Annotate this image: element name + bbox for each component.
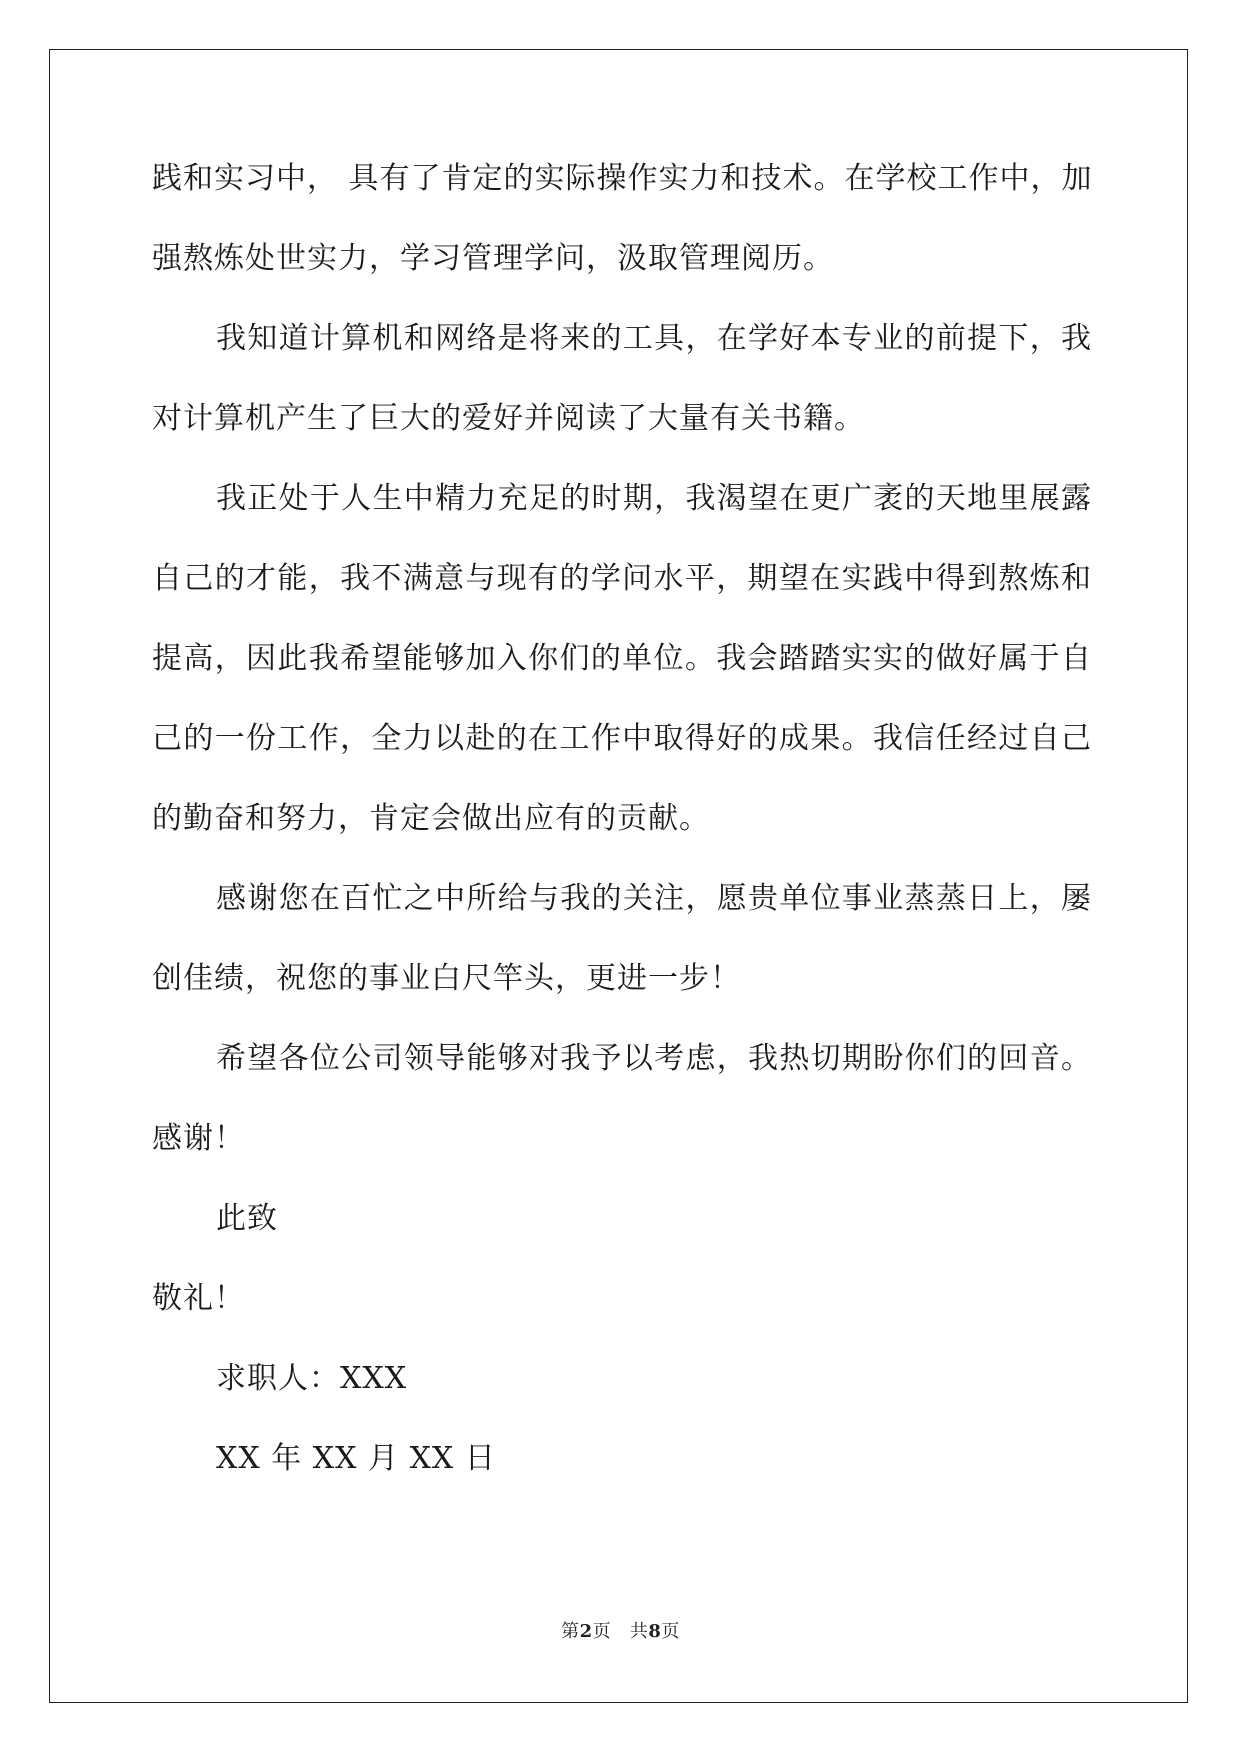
- total-prefix: 共: [629, 1621, 649, 1642]
- page-number: 2: [579, 1621, 593, 1642]
- page-prefix: 第: [561, 1621, 580, 1642]
- paragraph-start-line: 我知道计算机和网络是将来的工具，在学好本专业的前提下，我: [216, 321, 1092, 356]
- text-line: 自己的才能，我不满意与现有的学问水平，期望在实践中得到熬炼和: [152, 561, 1092, 596]
- text-line: 感谢！: [152, 1121, 245, 1156]
- letter-date: XX 年 XX 月 XX 日: [216, 1441, 496, 1476]
- paragraph-start-line: 感谢您在百忙之中所给与我的关注，愿贵单位事业蒸蒸日上，屡: [216, 881, 1092, 916]
- paragraph-start-line: 我正处于人生中精力充足的时期，我渴望在更广袤的天地里展露: [216, 481, 1092, 516]
- paragraph-start-line: 希望各位公司领导能够对我予以考虑，我热切期盼你们的回音。: [216, 1041, 1092, 1076]
- closing-salutation: 此致: [216, 1201, 278, 1236]
- letter-body: [152, 160, 1092, 1520]
- total-pages: 8: [648, 1621, 662, 1642]
- total-suffix: 页: [661, 1621, 680, 1642]
- text-line: 对计算机产生了巨大的爱好并阅读了大量有关书籍。: [152, 401, 865, 436]
- text-line: 己的一份工作，全力以赴的在工作中取得好的成果。我信任经过自己: [152, 721, 1092, 756]
- text-line: 创佳绩，祝您的事业白尺竿头，更进一步！: [152, 961, 741, 996]
- applicant-signature: 求职人：XXX: [216, 1361, 408, 1396]
- closing-regards: 敬礼！: [152, 1281, 245, 1316]
- page-suffix: 页: [592, 1621, 612, 1642]
- text-line: 的勤奋和努力，肯定会做出应有的贡献。: [152, 801, 710, 836]
- text-line: 强熬炼处世实力，学习管理学问，汲取管理阅历。: [152, 241, 834, 276]
- text-line: 提高，因此我希望能够加入你们的单位。我会踏踏实实的做好属于自: [152, 641, 1092, 676]
- text-line: 践和实习中， 具有了肯定的实际操作实力和技术。在学校工作中，加: [152, 161, 1093, 196]
- page-footer: [0, 1617, 1241, 1643]
